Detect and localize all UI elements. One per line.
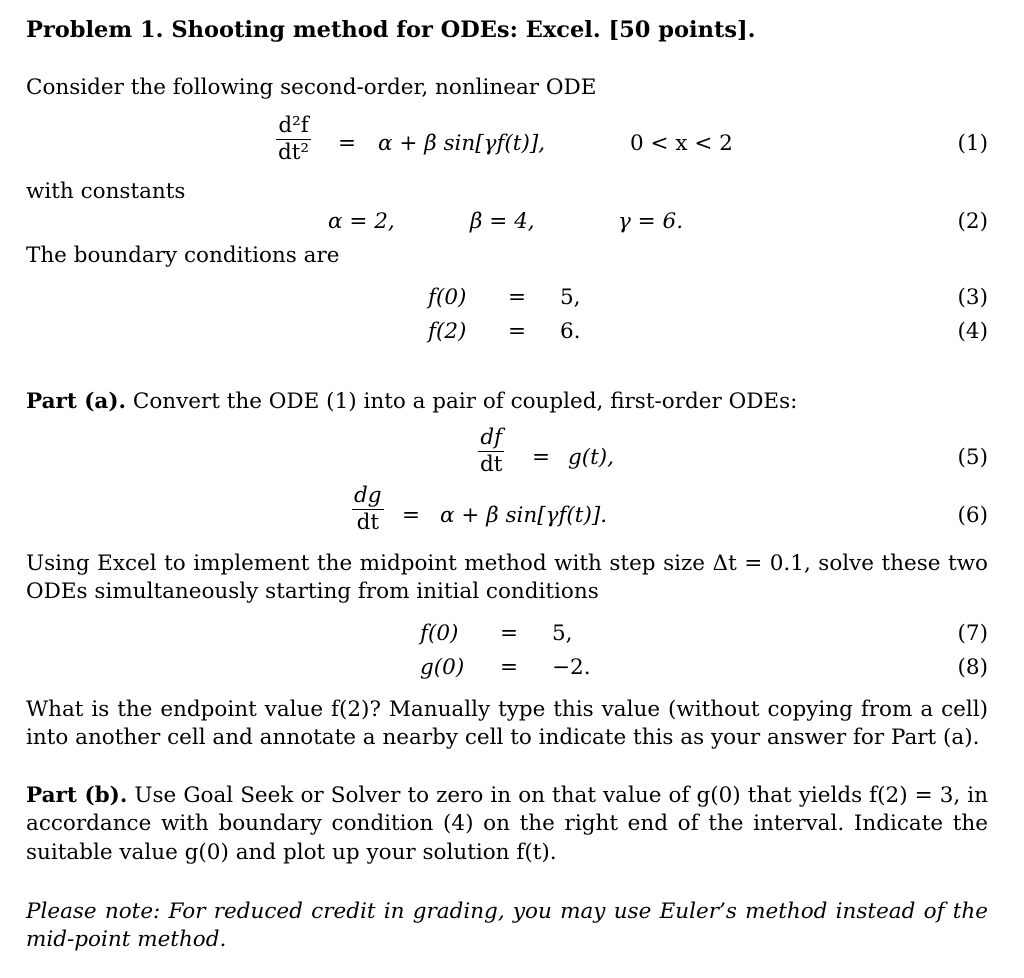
eq1-equals: = bbox=[338, 131, 357, 156]
part-a-intro bbox=[26, 388, 797, 416]
eq6-fraction bbox=[352, 484, 384, 536]
eq1-number: (1) bbox=[957, 131, 988, 156]
eq5-numerator: df bbox=[478, 426, 504, 452]
eq3-number: (3) bbox=[957, 285, 988, 310]
eq5-number: (5) bbox=[957, 445, 988, 470]
eq7-lhs: f(0) bbox=[420, 621, 459, 646]
eq1-denominator: dt² bbox=[278, 139, 310, 165]
using-excel-paragraph: Using Excel to implement the midpoint method with step size Δt = 0.1, solve these two ODEs simultaneously starting from initial conditions bbox=[26, 551, 988, 605]
eq8-number: (8) bbox=[957, 655, 988, 680]
eq5-rhs: g(t), bbox=[568, 445, 615, 470]
constants-intro: with constants bbox=[26, 179, 186, 204]
eq1-fraction bbox=[276, 114, 311, 166]
eq4-lhs: f(2) bbox=[428, 319, 467, 344]
eq8-rhs: −2. bbox=[552, 655, 591, 680]
eq2-beta: β = 4, bbox=[470, 209, 535, 234]
eq7-equals: = bbox=[500, 621, 519, 646]
eq3-rhs: 5, bbox=[560, 285, 581, 310]
problem-title: Problem 1. Shooting method for ODEs: Excel. [50 points]. bbox=[26, 17, 756, 43]
part-a-label: Part (a). bbox=[26, 389, 127, 414]
eq7-rhs: 5, bbox=[552, 621, 573, 646]
eq6-numerator: dg bbox=[354, 483, 382, 508]
grading-note: Please note: For reduced credit in grading, you may use Euler’s method instead of the mid-point method. bbox=[26, 899, 988, 953]
intro-text: Consider the following second-order, nonlinear ODE bbox=[26, 75, 597, 100]
eq2-gamma: γ = 6. bbox=[618, 209, 684, 234]
eq1-rhs: α + β sin[γf(t)], bbox=[378, 131, 546, 156]
eq8-equals: = bbox=[500, 655, 519, 680]
part-b-text: Use Goal Seek or Solver to zero in on that value of g(0) that yields f(2) = 3, in accordance with boundary condition (4) on the right end of the interval. Indicate the suitable value g(0) and plot up your solution f(t). bbox=[26, 783, 988, 865]
eq6-number: (6) bbox=[957, 503, 988, 528]
bc-intro: The boundary conditions are bbox=[26, 243, 340, 268]
part-a-question: What is the endpoint value f(2)? Manually type this value (without copying from a cell) into another cell and annotate a nearby cell to indicate this as your answer for Part (a). bbox=[26, 697, 988, 751]
part-b-label: Part (b). bbox=[26, 783, 128, 808]
eq4-number: (4) bbox=[957, 319, 988, 344]
eq6-rhs: α + β sin[γf(t)]. bbox=[440, 503, 608, 528]
eq3-lhs: f(0) bbox=[428, 285, 467, 310]
part-b-paragraph bbox=[26, 782, 988, 867]
part-a-text: Convert the ODE (1) into a pair of coupled, first-order ODEs: bbox=[132, 389, 798, 414]
eq3-equals: = bbox=[508, 285, 527, 310]
eq7-number: (7) bbox=[957, 621, 988, 646]
eq6-denominator: dt bbox=[356, 509, 379, 535]
eq1-numerator: d²f bbox=[276, 114, 311, 140]
eq2-number: (2) bbox=[957, 209, 988, 234]
eq5-denominator: dt bbox=[480, 451, 503, 477]
eq8-lhs: g(0) bbox=[420, 655, 465, 680]
eq2-alpha: α = 2, bbox=[328, 209, 395, 234]
eq5-equals: = bbox=[532, 445, 551, 470]
eq5-fraction bbox=[478, 426, 504, 478]
eq4-equals: = bbox=[508, 319, 527, 344]
eq6-equals: = bbox=[402, 503, 421, 528]
eq1-domain: 0 < x < 2 bbox=[630, 131, 733, 156]
eq4-rhs: 6. bbox=[560, 319, 581, 344]
